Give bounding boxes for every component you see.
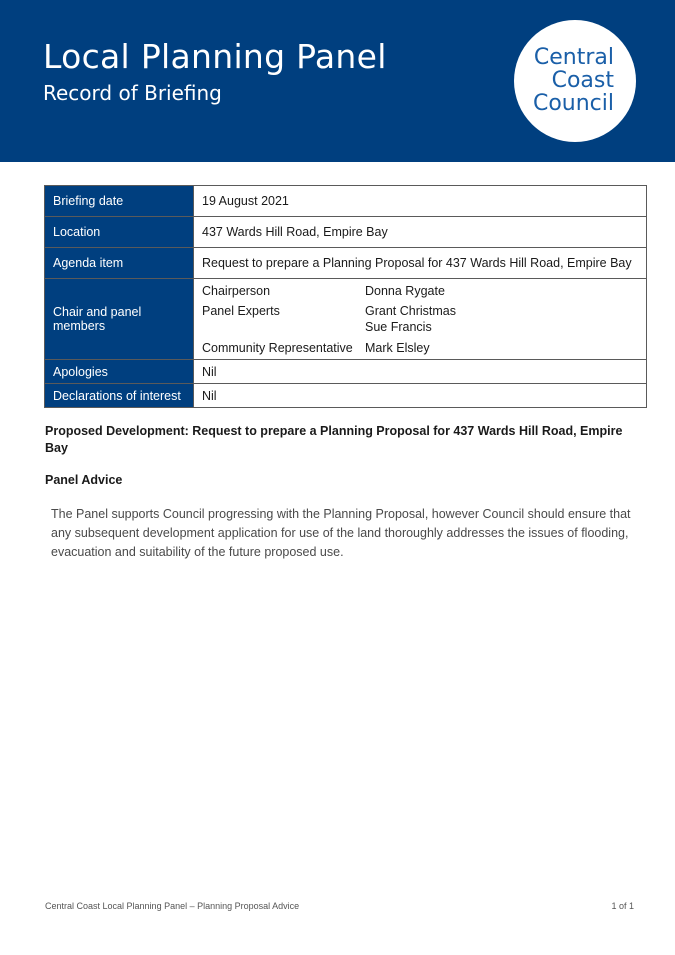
page-title: Local Planning Panel bbox=[43, 37, 387, 76]
table-row bbox=[45, 384, 647, 408]
expert-name: Sue Francis bbox=[365, 320, 432, 334]
table-row bbox=[45, 217, 647, 248]
briefing-date-label: Briefing date bbox=[45, 186, 194, 217]
chairperson-role: Chairperson bbox=[202, 284, 271, 298]
apologies-label: Apologies bbox=[45, 360, 194, 384]
location-label: Location bbox=[45, 217, 194, 248]
table-row bbox=[45, 279, 647, 360]
proposed-development-heading: Proposed Development: Request to prepare a Planning Proposal for 437 Wards Hill Road, Empire Bay bbox=[45, 424, 623, 455]
panel-members-label: Chair and panel members bbox=[45, 279, 194, 360]
community-name: Mark Elsley bbox=[365, 341, 430, 355]
panel-members-value bbox=[194, 279, 647, 360]
briefing-date-value: 19 August 2021 bbox=[194, 186, 647, 217]
agenda-item-value: Request to prepare a Planning Proposal for 437 Wards Hill Road, Empire Bay bbox=[194, 248, 647, 279]
table-row bbox=[45, 248, 647, 279]
briefing-table bbox=[44, 185, 647, 408]
declarations-value: Nil bbox=[194, 384, 647, 408]
footer-document-title: Central Coast Local Planning Panel – Planning Proposal Advice bbox=[45, 901, 300, 911]
panel-advice-text: The Panel supports Council progressing with the Planning Proposal, however Council should ensure that any subsequent development application for use of the land thoroughly addresses the issues of flooding, evacuation and suitability of the future proposed use. bbox=[51, 507, 631, 559]
chairperson-name: Donna Rygate bbox=[365, 284, 445, 298]
agenda-item-label: Agenda item bbox=[45, 248, 194, 279]
expert-name: Grant Christmas bbox=[365, 304, 456, 318]
apologies-value: Nil bbox=[194, 360, 647, 384]
table-row bbox=[45, 360, 647, 384]
logo-text-line: Council bbox=[532, 91, 614, 116]
footer-page-number: 1 of 1 bbox=[611, 901, 634, 911]
table-row bbox=[45, 186, 647, 217]
location-value: 437 Wards Hill Road, Empire Bay bbox=[194, 217, 647, 248]
logo-text-line: Coast bbox=[551, 68, 614, 93]
declarations-label: Declarations of interest bbox=[45, 384, 194, 408]
page-subtitle: Record of Briefing bbox=[43, 81, 222, 105]
logo-text-line: Central bbox=[533, 45, 614, 70]
community-role: Community Representative bbox=[202, 341, 353, 355]
council-logo bbox=[514, 20, 636, 142]
experts-role: Panel Experts bbox=[202, 304, 280, 318]
panel-advice-heading: Panel Advice bbox=[45, 473, 123, 487]
header-banner bbox=[0, 0, 675, 162]
